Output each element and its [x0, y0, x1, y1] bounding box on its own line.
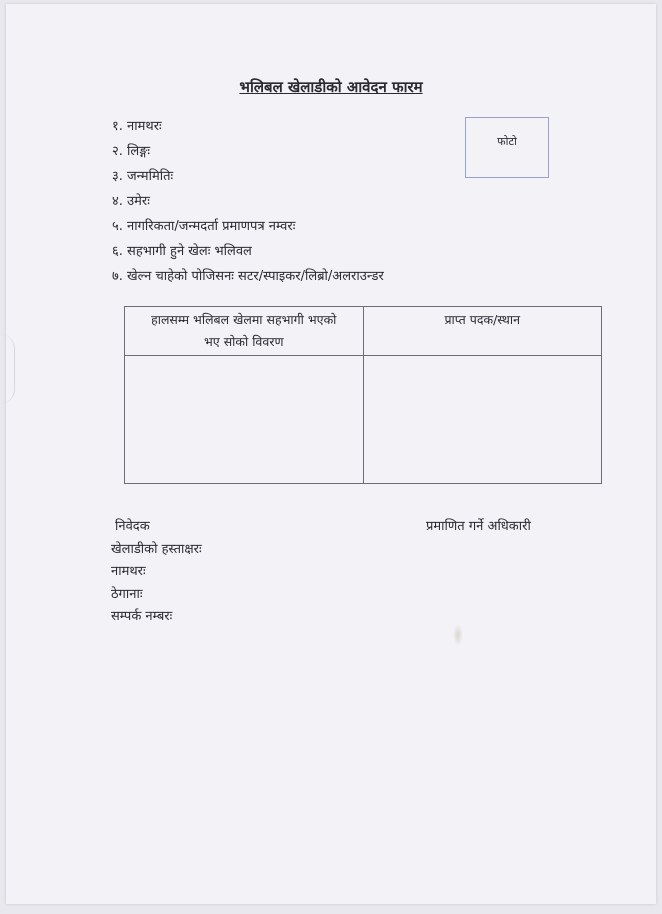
paper-smudge	[453, 624, 463, 646]
participation-header-line2: भए सोको विवरण	[204, 334, 284, 349]
field-dob: ३. जन्ममितिः	[112, 169, 174, 184]
field-sport: ६. सहभागी हुने खेलः भलिवल	[112, 244, 252, 259]
participation-table	[124, 306, 602, 484]
document-page	[6, 4, 656, 904]
photo-label: फोटो	[497, 135, 517, 148]
applicant-block	[111, 516, 202, 629]
applicant-name: नामथरः	[111, 564, 146, 579]
medal-cell[interactable]	[363, 356, 602, 484]
participation-header-line1: हालसम्म भलिबल खेलमा सहभागी भएको	[151, 312, 337, 327]
field-position: ७. खेल्न चाहेको पोजिसनः सटर/स्पाइकर/लिब्रो/अलराउन्डर	[112, 269, 384, 284]
page-edge-mark	[0, 334, 15, 404]
participation-cell[interactable]	[125, 356, 364, 484]
medal-header: प्राप्त पदक/स्थान	[363, 307, 602, 356]
applicant-heading: निवेदक	[115, 519, 150, 534]
applicant-signature: खेलाडीको हस्ताक्षरः	[111, 541, 202, 557]
field-gender: २. लिङ्गः	[112, 144, 151, 159]
verifier-label: प्रमाणित गर्ने अधिकारी	[426, 519, 531, 534]
participation-header	[125, 307, 364, 356]
applicant-contact: सम्पर्क नम्बरः	[111, 609, 173, 624]
photo-box	[465, 117, 549, 178]
field-name: १. नामथरः	[112, 119, 162, 134]
field-age: ४. उमेरः	[112, 194, 150, 209]
field-list	[112, 114, 384, 289]
applicant-address: ठेगानाः	[111, 586, 143, 602]
field-citizenship-number: ५. नागरिकता/जन्मदर्ता प्रमाणपत्र नम्वरः	[112, 219, 296, 234]
form-title: भलिबल खेलाडीको आवेदन फारम	[239, 78, 423, 96]
